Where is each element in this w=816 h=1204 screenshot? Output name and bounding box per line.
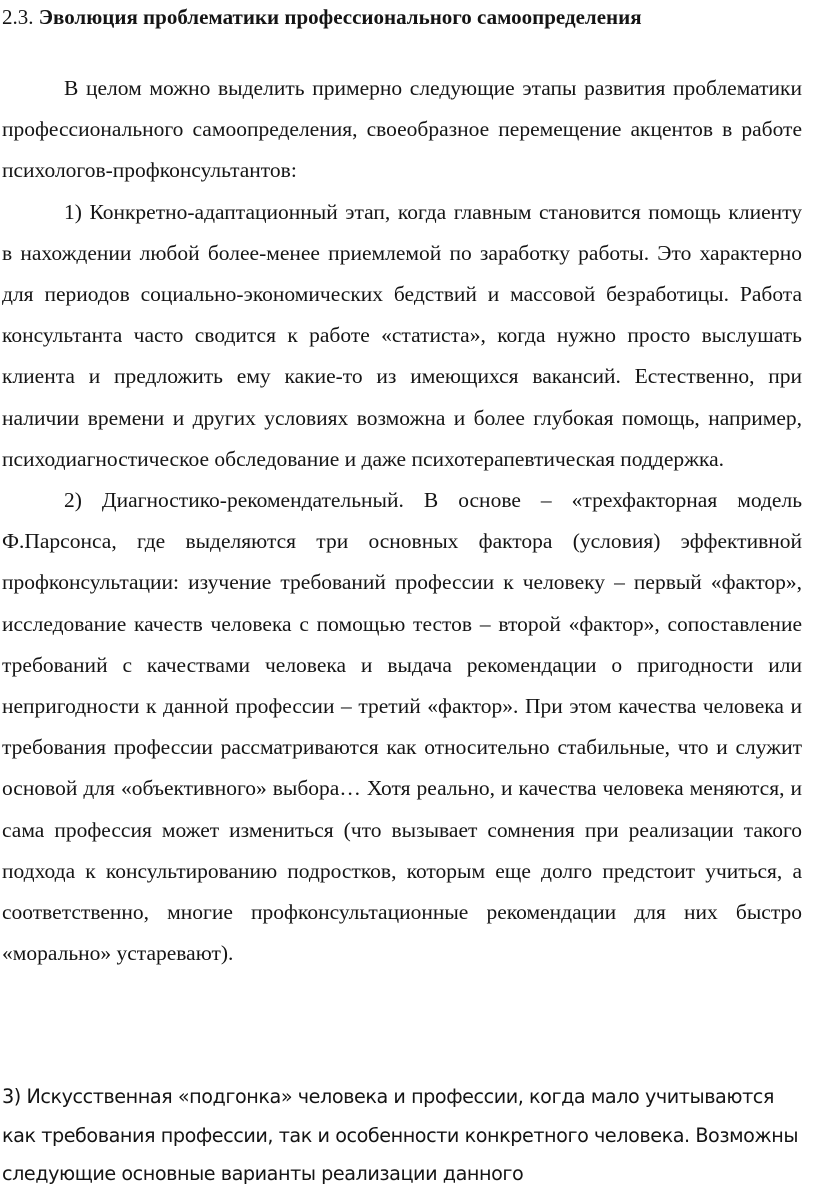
continuation-text [2, 1078, 808, 1194]
section-heading [2, 2, 642, 32]
intro-paragraph: В целом можно выделить примерно следующие этапы развития проблематики профессионального самоопределения, своеобразное перемещение акцентов в работе психологов-профконсультантов: [2, 76, 802, 183]
stage-3-paragraph: 3) Искусственная «подгонка» человека и профессии, когда мало учитываются как требования профессии, так и особенности конкретного человека. Возможны следующие основные варианты реализации данного [2, 1085, 799, 1185]
stage-2-paragraph: 2) Диагностико-рекомендательный. В основе – «трехфакторная модель Ф.Парсонса, где выделяются три основных фактора (условия) эффективной профконсультации: изучение требований профессии к человеку – первый «фактор», исследование качеств человека с помощью тестов – второй «фактор», сопоставление требований с качествами человека и выдача рекомендации о пригодности или непригодности к данной профессии – третий «фактор». При этом качества человека и требования профессии рассматриваются как относительно стабильные, что и служит основой для «объективного» выбора… Хотя реально, и качества человека меняются, и сама профессия может измениться (что вызывает сомнения при реализации такого подхода к консультированию подростков, которым еще долго предстоит учиться, а соответственно, многие профконсультационные рекомендации для них быстро «морально» устаревают). [2, 488, 802, 966]
body-text [2, 68, 802, 974]
stage-1-paragraph: 1) Конкретно-адаптационный этап, когда главным становится помощь клиенту в нахождении любой более-менее приемлемой по заработку работы. Это характерно для периодов социально-экономических бедствий и массовой безработицы. Работа консультанта часто сводится к работе «статиста», когда нужно просто выслушать клиента и предложить ему какие-то из имеющихся вакансий. Естественно, при наличии времени и других условиях возможна и более глубокая помощь, например, психодиагностическое обследование и даже психотерапевтическая поддержка. [2, 199, 802, 471]
section-number: 2.3. [2, 5, 34, 29]
section-title: Эволюция проблематики профессионального самоопределения [38, 5, 642, 29]
